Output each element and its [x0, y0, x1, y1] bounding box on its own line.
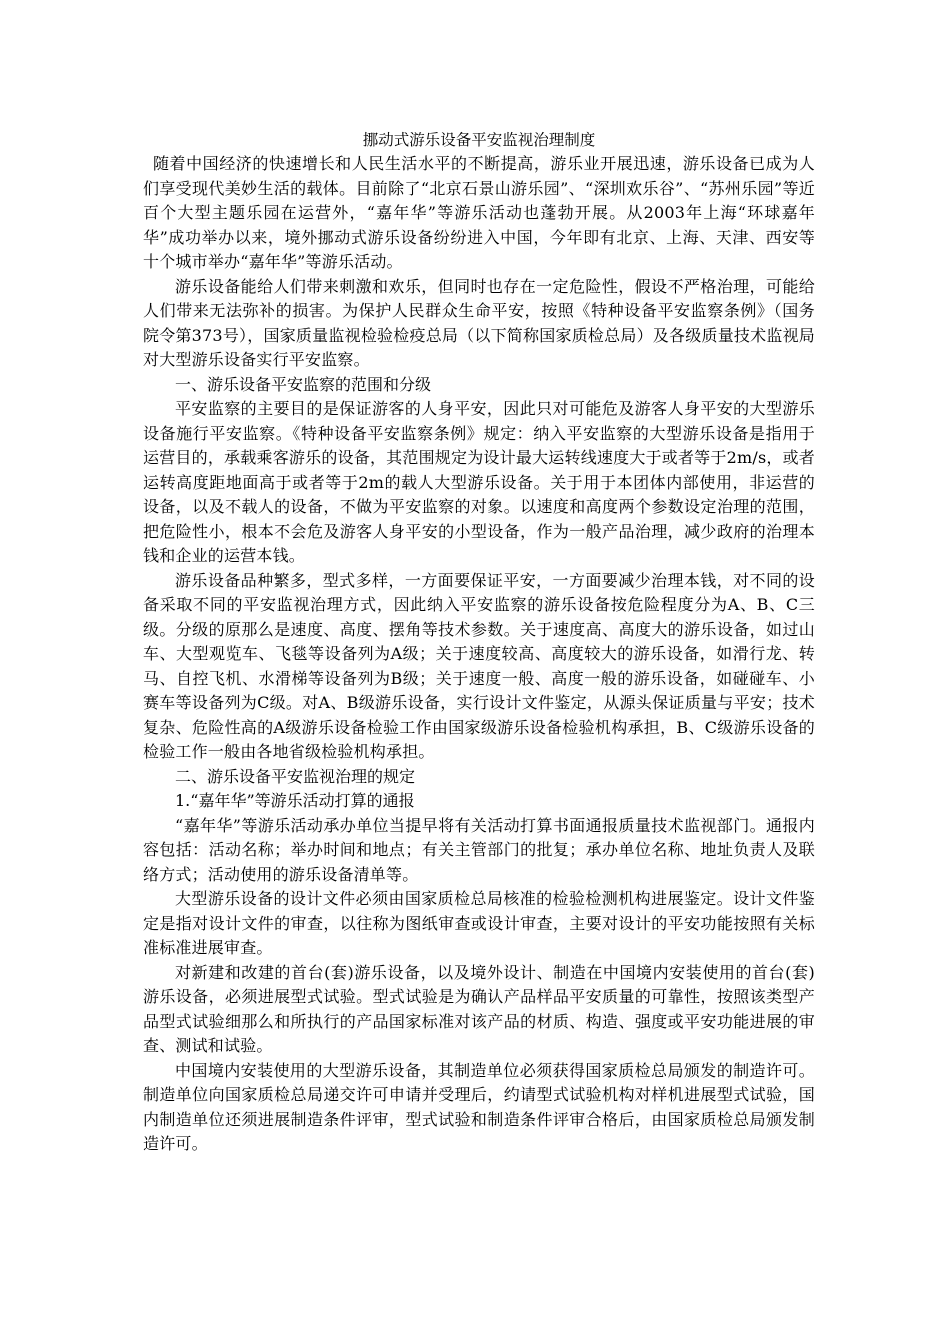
paragraph-risk: 游乐设备能给人们带来刺激和欢乐，但同时也存在一定危险性，假设不严格治理，可能给人们带来无法弥补的损害。为保护人民群众生命平安，按照《特种设备平安监察条例》（国务院令第373号），国家质量监视检验检疫总局（以下简称国家质检总局）及各级质量技术监视局对大型游乐设备实行平安监察。 — [143, 276, 815, 369]
paragraph-notification: “嘉年华”等游乐活动承办单位当提早将有关活动打算书面通报质量技术监视部门。通报内容包括：活动名称；举办时间和地点；有关主管部门的批复；承办单位名称、地址负责人及联络方式；活动使用的游乐设备清单等。 — [143, 815, 815, 884]
document-page — [143, 128, 815, 1157]
paragraph-classification: 游乐设备品种繁多，型式多样，一方面要保证平安，一方面要减少治理本钱，对不同的设备采取不同的平安监视治理方式，因此纳入平安监察的游乐设备按危险程度分为A、B、C三级。分级的原那么是速度、高度、摆角等技术参数。关于速度高、高度大的游乐设备，如过山车、大型观览车、飞毯等设备列为A级；关于速度较高、高度较大的游乐设备，如滑行龙、转马、自控飞机、水滑梯等设备列为B级；关于速度一般、高度一般的游乐设备，如碰碰车、小赛车等设备列为C级。对A、B级游乐设备，实行设计文件鉴定，从源头保证质量与平安；技术复杂、危险性高的A级游乐设备检验工作由国家级游乐设备检验机构承担，B、C级游乐设备的检验工作一般由各地省级检验机构承担。 — [143, 570, 815, 761]
section-heading-1: 一、游乐设备平安监察的范围和分级 — [175, 374, 432, 394]
subsection-heading-1: 1.“嘉年华”等游乐活动打算的通报 — [175, 791, 415, 810]
paragraph-intro: 随着中国经济的快速增长和人民生活水平的不断提高，游乐业开展迅速，游乐设备已成为人们享受现代美妙生活的载体。目前除了“北京石景山游乐园”、“深圳欢乐谷”、“苏州乐园”等近百个大型主题乐园在运营外，“嘉年华”等游乐活动也蓬勃开展。从2003年上海“环球嘉年华”成功举办以来，境外挪动式游乐设备纷纷进入中国，今年即有北京、上海、天津、西安等十个城市举办“嘉年华”等游乐活动。 — [143, 154, 815, 271]
section-heading-2: 二、游乐设备平安监视治理的规定 — [175, 766, 416, 786]
paragraph-manufacturing-license: 中国境内安装使用的大型游乐设备，其制造单位必须获得国家质检总局颁发的制造许可。制造单位向国家质检总局递交许可申请并受理后，约请型式试验机构对样机进展型式试验，国内制造单位还须进展制造条件评审，型式试验和制造条件评审合格后，由国家质检总局颁发制造许可。 — [143, 1060, 815, 1153]
paragraph-design-review: 大型游乐设备的设计文件必须由国家质检总局核准的检验检测机构进展鉴定。设计文件鉴定是指对设计文件的审查，以往称为图纸审查或设计审查，主要对设计的平安功能按照有关标准标准进展审查。 — [143, 889, 815, 957]
paragraph-scope: 平安监察的主要目的是保证游客的人身平安，因此只对可能危及游客人身平安的大型游乐设备施行平安监察。《特种设备平安监察条例》规定：纳入平安监察的大型游乐设备是指用于运营目的，承载乘客游乐的设备，其范围规定为设计最大运转线速度大于或者等于2m/s，或者运转高度距地面高于或者等于2m的载人大型游乐设备。关于用于本团体内部使用，非运营的设备，以及不载人的设备，不做为平安监察的对象。以速度和高度两个参数设定治理的范围，把危险性小，根本不会危及游客人身平安的小型设备，作为一般产品治理，减少政府的治理本钱和企业的运营本钱。 — [143, 399, 815, 565]
document-title: 挪动式游乐设备平安监视治理制度 — [362, 131, 596, 149]
paragraph-type-test: 对新建和改建的首台(套)游乐设备，以及境外设计、制造在中国境内安装使用的首台(套)游乐设备，必须进展型式试验。型式试验是为确认产品样品平安质量的可靠性，按照该类型产品型式试验细那么和所执行的产品国家标准对该产品的材质、构造、强度或平安功能进展的审查、测试和试验。 — [143, 962, 815, 1055]
